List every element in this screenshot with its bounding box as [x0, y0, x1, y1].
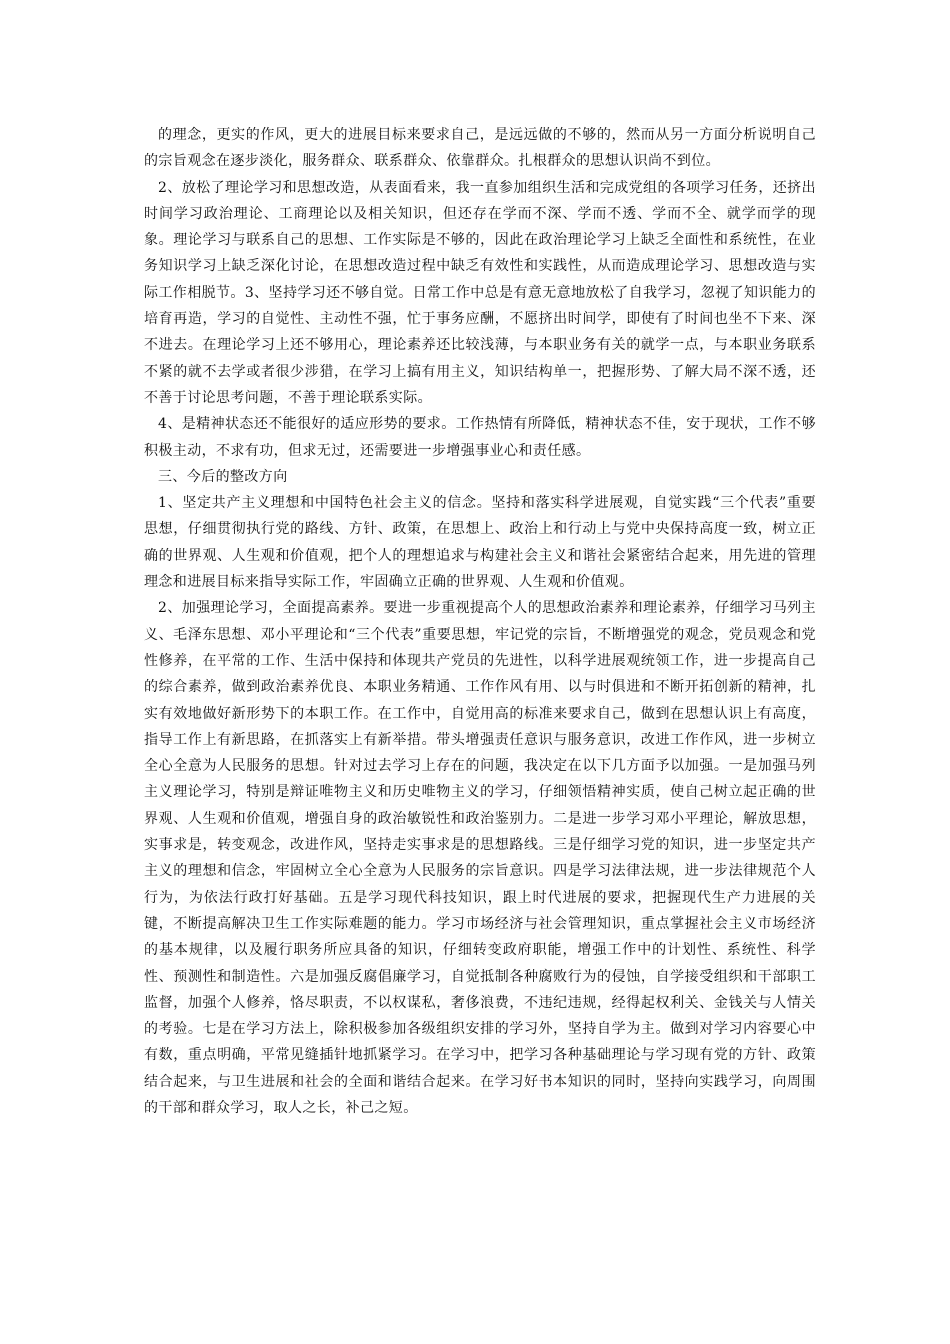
paragraph-1: 的理念，更实的作风，更大的进展目标来要求自己，是远远做的不够的，然而从另一方面分析说明自己的宗旨观念在逐步淡化，服务群众、联系群众、依靠群众。扎根群众的思想认识尚不到位。 — [144, 127, 816, 170]
paragraph-4: 1、坚定共产主义理想和中国特色社会主义的信念。坚持和落实科学进展观，自觉实践“三个代表”重要思想，仔细贯彻执行党的路线、方针、政策，在思想上、政治上和行动上与党中央保持高度一致，树立正确的世界观、人生观和价值观，把个人的理想追求与构建社会主义和谐社会紧密结合起来，用先进的管理理念和进展目标来指导实际工作，牢固确立正确的世界观、人生观和价值观。 — [144, 495, 816, 591]
document-body — [144, 122, 816, 1121]
paragraph-5: 2、加强理论学习，全面提高素养。要进一步重视提高个人的思想政治素养和理论素养，仔细学习马列主义、毛泽东思想、邓小平理论和“三个代表”重要思想，牢记党的宗旨，不断增强党的观念，党员观念和党性修养，在平常的工作、生活中保持和体现共产党员的先进性，以科学进展观统领工作，进一步提高自己的综合素养，做到政治素养优良、本职业务精通、工作作风有用、以与时俱进和不断开拓创新的精神，扎实有效地做好新形势下的本职工作。在工作中，自觉用高的标准来要求自己，做到在思想认识上有高度，指导工作上有新思路，在抓落实上有新举措。带头增强责任意识与服务意识，改进工作作风，进一步树立全心全意为人民服务的思想。针对过去学习上存在的问题，我决定在以下几方面予以加强。一是加强马列主义理论学习，特别是辩证唯物主义和历史唯物主义的学习，仔细领悟精神实质，使自己树立起正确的世界观、人生观和价值观，增强自身的政治敏锐性和政治鉴别力。二是进一步学习邓小平理论，解放思想，实事求是，转变观念，改进作风，坚持走实事求是的思想路线。三是仔细学习党的知识，进一步坚定共产主义的理想和信念，牢固树立全心全意为人民服务的宗旨意识。四是学习法律法规，进一步法律规范个人行为，为依法行政打好基础。五是学习现代科技知识，跟上时代进展的要求，把握现代生产力进展的关键，不断提高解决卫生工作实际难题的能力。学习市场经济与社会管理知识，重点掌握社会主义市场经济的基本规律，以及履行职务所应具备的知识，仔细转变政府职能，增强工作中的计划性、系统性、科学性、预测性和制造性。六是加强反腐倡廉学习，自觉抵制各种腐败行为的侵蚀，自学接受组织和干部职工监督，加强个人修养，恪尽职责，不以权谋私，奢侈浪费，不违纪违规，经得起权利关、金钱关与人情关的考验。七是在学习方法上，除积极参加各级组织安排的学习外，坚持自学为主。做到对学习内容要心中有数，重点明确，平常见缝插针地抓紧学习。在学习中，把学习各种基础理论与学习现有党的方针、政策结合起来，与卫生进展和社会的全面和谐结合起来。在学习好书本知识的同时，坚持向实践学习，向周围的干部和群众学习，取人之长，补己之短。 — [144, 600, 816, 1116]
paragraph-2: 2、放松了理论学习和思想改造，从表面看来，我一直参加组织生活和完成党组的各项学习任务，还挤出时间学习政治理论、工商理论以及相关知识，但还存在学而不深、学而不透、学而不全、就学而学的现象。理论学习与联系自己的思想、工作实际是不够的，因此在政治理论学习上缺乏全面性和系统性，在业务知识学习上缺乏深化讨论，在思想改造过程中缺乏有效性和实践性，从而造成理论学习、思想改造与实际工作相脱节。3、坚持学习还不够自觉。日常工作中总是有意无意地放松了自我学习，忽视了知识能力的培育再造，学习的自觉性、主动性不强，忙于事务应酬，不愿挤出时间学，即使有了时间也坐不下来、深不进去。在理论学习上还不够用心，理论素养还比较浅薄，与本职业务有关的就学一点，与本职业务联系不紧的就不去学或者很少涉猎，在学习上搞有用主义，知识结构单一，把握形势、了解大局不深不透，还不善于讨论思考问题，不善于理论联系实际。 — [144, 179, 816, 406]
paragraph-3: 4、是精神状态还不能很好的适应形势的要求。工作热情有所降低，精神状态不佳，安于现状，工作不够积极主动，不求有功，但求无过，还需要进一步增强事业心和责任感。 — [144, 416, 816, 459]
section-heading: 三、今后的整改方向 — [158, 468, 288, 485]
